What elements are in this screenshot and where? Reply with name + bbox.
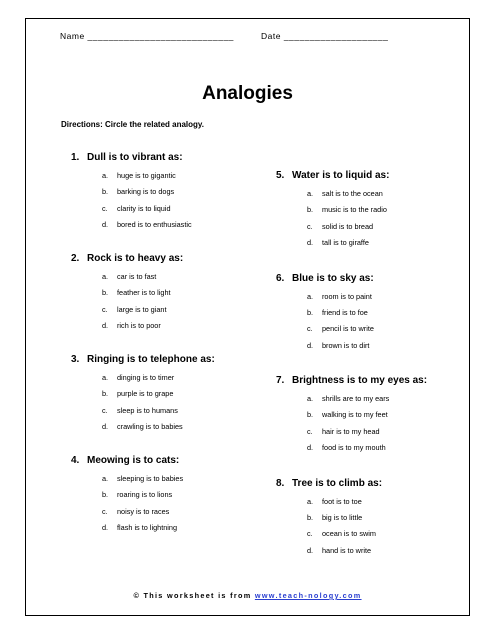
option-item[interactable] — [102, 288, 256, 304]
option-list — [71, 272, 256, 338]
option-text: rich is to poor — [117, 321, 161, 331]
option-item[interactable] — [307, 497, 466, 513]
option-text: barking is to dogs — [117, 187, 175, 197]
option-letter: c. — [102, 203, 108, 213]
question-number: 6. — [276, 272, 285, 284]
option-letter: c. — [102, 506, 108, 516]
option-letter: c. — [102, 304, 108, 314]
footer-link[interactable]: www.teach-nology.com — [254, 591, 362, 600]
option-item[interactable] — [102, 187, 256, 203]
option-text: solid is to bread — [322, 221, 374, 231]
option-letter: c. — [102, 405, 108, 415]
option-item[interactable] — [307, 394, 466, 410]
option-item[interactable] — [307, 205, 466, 221]
option-letter: c. — [307, 324, 313, 334]
option-item[interactable] — [307, 238, 466, 254]
option-text: clarity is to liquid — [117, 203, 171, 213]
question-prompt — [71, 455, 256, 466]
footer-copyright: © This worksheet is from — [133, 591, 255, 600]
date-field[interactable]: Date ____________________ — [261, 31, 389, 41]
option-letter: b. — [102, 187, 109, 197]
option-text: pencil is to write — [322, 324, 374, 334]
option-item[interactable] — [307, 341, 466, 357]
option-item[interactable] — [307, 222, 466, 238]
option-letter: d. — [102, 321, 109, 331]
option-item[interactable] — [102, 171, 256, 187]
option-letter: c. — [307, 529, 313, 539]
option-list — [71, 373, 256, 439]
question-block — [71, 455, 256, 556]
option-item[interactable] — [307, 308, 466, 324]
option-letter: b. — [307, 410, 314, 420]
name-field[interactable]: Name ____________________________ — [60, 31, 234, 41]
option-item[interactable] — [102, 272, 256, 288]
question-prompt — [276, 375, 466, 386]
option-letter: d. — [102, 523, 109, 533]
option-item[interactable] — [102, 507, 256, 523]
option-item[interactable] — [102, 422, 256, 438]
left-column — [71, 152, 256, 556]
question-prompt — [71, 354, 256, 365]
option-text: purple is to grape — [117, 389, 174, 399]
question-text: Water is to liquid as: — [292, 170, 390, 181]
option-item[interactable] — [102, 220, 256, 236]
option-letter: a. — [102, 373, 109, 382]
page-title: Analogies — [202, 83, 293, 104]
option-text: large is to giant — [117, 304, 167, 314]
option-item[interactable] — [102, 523, 256, 539]
option-text: food is to my mouth — [322, 443, 386, 453]
question-prompt — [276, 478, 466, 489]
question-text: Tree is to climb as: — [292, 477, 383, 489]
option-letter: a. — [307, 496, 314, 506]
option-letter: b. — [102, 389, 109, 399]
header-line — [60, 31, 449, 41]
option-item[interactable] — [307, 529, 466, 545]
option-list — [276, 394, 466, 460]
option-text: roaring is to lions — [117, 490, 173, 500]
question-prompt — [276, 170, 466, 181]
option-letter: d. — [307, 443, 314, 453]
option-list — [71, 171, 256, 237]
option-letter: c. — [307, 221, 313, 231]
option-list — [276, 497, 466, 563]
option-letter: a. — [307, 394, 314, 403]
option-letter: a. — [307, 189, 314, 198]
footer — [26, 591, 469, 600]
question-block — [276, 375, 466, 478]
question-number: 2. — [71, 253, 80, 264]
option-text: foot is to toe — [322, 496, 362, 506]
option-text: noisy is to races — [117, 506, 170, 516]
question-block — [276, 170, 466, 273]
option-letter: a. — [102, 474, 109, 483]
option-letter: b. — [102, 288, 109, 298]
option-item[interactable] — [102, 406, 256, 422]
option-text: hand is to write — [322, 545, 372, 555]
option-text: dinging is to timer — [117, 373, 175, 382]
option-item[interactable] — [102, 474, 256, 490]
option-letter: d. — [307, 545, 314, 555]
question-block — [71, 354, 256, 455]
option-letter: c. — [307, 426, 313, 436]
option-letter: d. — [102, 422, 109, 432]
option-item[interactable] — [307, 410, 466, 426]
directions: Directions: Circle the related analogy. — [61, 120, 205, 129]
option-item[interactable] — [307, 292, 466, 308]
question-prompt — [71, 253, 256, 264]
option-item[interactable] — [307, 513, 466, 529]
question-prompt — [71, 152, 256, 163]
option-text: big is to little — [322, 512, 363, 522]
option-text: room is to paint — [322, 291, 372, 301]
option-list — [276, 292, 466, 358]
question-number: 4. — [71, 455, 80, 466]
option-item[interactable] — [102, 305, 256, 321]
option-letter: b. — [307, 512, 314, 522]
right-column — [276, 170, 466, 580]
option-list — [71, 474, 256, 540]
option-text: crawling is to babies — [117, 422, 183, 432]
option-letter: d. — [307, 238, 314, 248]
option-item[interactable] — [307, 189, 466, 205]
option-letter: a. — [102, 171, 109, 180]
option-text: sleeping is to babies — [117, 474, 184, 483]
option-text: hair is to my head — [322, 426, 380, 436]
question-number: 8. — [276, 477, 285, 489]
option-text: salt is to the ocean — [322, 189, 383, 198]
option-letter: b. — [102, 490, 109, 500]
option-list — [276, 189, 466, 255]
option-item[interactable] — [102, 389, 256, 405]
option-item[interactable] — [102, 204, 256, 220]
option-letter: a. — [307, 291, 314, 301]
option-text: ocean is to swim — [322, 529, 376, 539]
question-block — [276, 478, 466, 581]
option-item[interactable] — [102, 321, 256, 337]
question-text: Meowing is to cats: — [87, 455, 180, 466]
option-text: tall is to giraffe — [322, 238, 369, 248]
option-text: sleep is to humans — [117, 405, 178, 415]
question-text: Ringing is to telephone as: — [87, 354, 215, 365]
option-text: brown is to dirt — [322, 340, 370, 350]
worksheet-page — [25, 18, 470, 616]
option-text: feather is to light — [117, 288, 171, 298]
question-number: 3. — [71, 354, 80, 365]
option-letter: b. — [307, 307, 314, 317]
question-block — [71, 253, 256, 354]
option-letter: d. — [307, 340, 314, 350]
option-letter: b. — [307, 205, 314, 215]
question-number: 5. — [276, 170, 285, 181]
option-text: car is to fast — [117, 272, 157, 281]
option-text: music is to the radio — [322, 205, 387, 215]
question-block — [71, 152, 256, 253]
option-item[interactable] — [102, 373, 256, 389]
option-letter: a. — [102, 272, 109, 281]
option-item[interactable] — [307, 427, 466, 443]
option-text: shrills are to my ears — [322, 394, 390, 403]
option-item[interactable] — [307, 443, 466, 459]
option-item[interactable] — [307, 324, 466, 340]
option-letter: d. — [102, 220, 109, 230]
question-number: 7. — [276, 375, 285, 386]
question-text: Blue is to sky as: — [292, 272, 374, 284]
question-number: 1. — [71, 152, 80, 163]
option-text: bored is to enthusiastic — [117, 220, 192, 230]
option-text: flash is to lightning — [117, 523, 178, 533]
question-text: Brightness is to my eyes as: — [292, 375, 428, 386]
option-item[interactable] — [102, 490, 256, 506]
question-prompt — [276, 273, 466, 284]
option-text: walking is to my feet — [322, 410, 388, 420]
question-block — [276, 273, 466, 376]
question-text: Dull is to vibrant as: — [87, 152, 183, 163]
option-text: huge is to gigantic — [117, 171, 176, 180]
question-text: Rock is to heavy as: — [87, 253, 184, 264]
option-text: friend is to foe — [322, 307, 368, 317]
option-item[interactable] — [307, 546, 466, 562]
